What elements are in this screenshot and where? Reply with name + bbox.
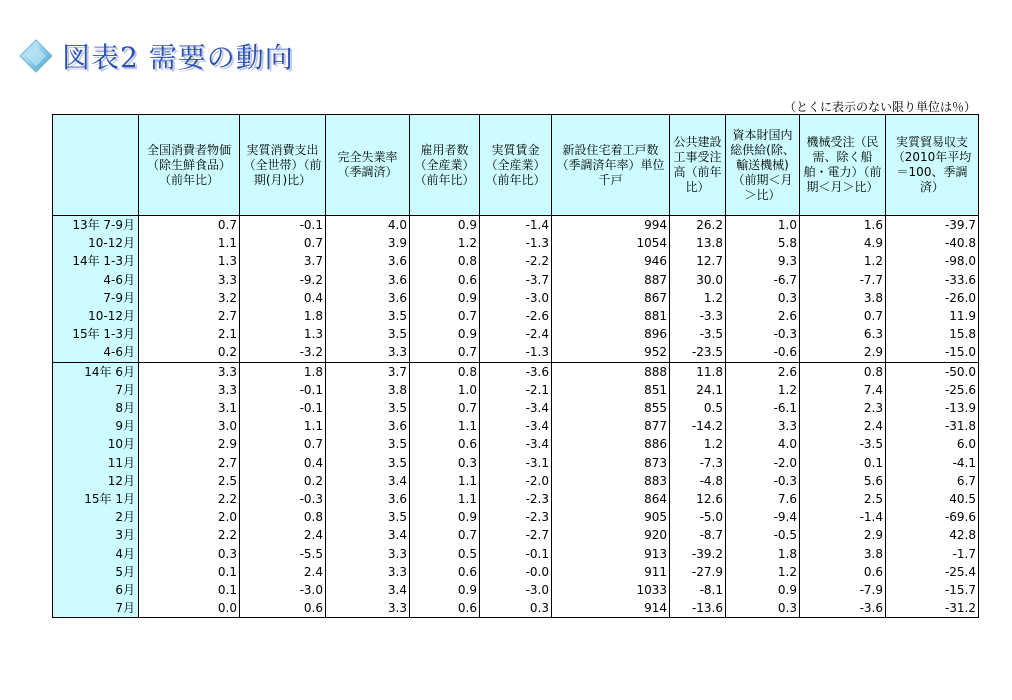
table-cell: 0.9 [410, 289, 480, 307]
table-cell: 1.6 [800, 216, 886, 235]
table-row [53, 599, 979, 618]
row-label: 11月 [53, 454, 139, 472]
table-cell: -2.3 [480, 490, 552, 508]
table-cell: -15.7 [886, 581, 979, 599]
table-cell: 3.3 [139, 381, 240, 399]
table-cell: 1.1 [410, 472, 480, 490]
row-label: 5月 [53, 563, 139, 581]
column-header: 実質貿易収支（2010年平均＝100、季調済） [886, 115, 979, 216]
table-cell: 1054 [552, 234, 670, 252]
column-header: 雇用者数（全産業）（前年比） [410, 115, 480, 216]
table-cell: 15.8 [886, 325, 979, 343]
table-cell: 946 [552, 252, 670, 270]
table-cell: 0.8 [800, 362, 886, 381]
row-label: 13年 7-9月 [53, 216, 139, 235]
table-cell: 0.4 [240, 454, 326, 472]
table-cell: -25.6 [886, 381, 979, 399]
table-cell: 5.6 [800, 472, 886, 490]
row-label: 8月 [53, 399, 139, 417]
table-cell: 3.4 [326, 581, 410, 599]
table-cell: 0.6 [800, 563, 886, 581]
row-label: 2月 [53, 508, 139, 526]
table-cell: -2.3 [480, 508, 552, 526]
table-cell: 3.3 [326, 599, 410, 618]
table-cell: 1.3 [240, 325, 326, 343]
table-cell: 883 [552, 472, 670, 490]
table-cell: 0.6 [410, 271, 480, 289]
table-cell: 3.8 [800, 545, 886, 563]
demand-table [52, 114, 979, 618]
table-cell: 3.0 [139, 417, 240, 435]
table-cell: 2.4 [800, 417, 886, 435]
table-cell: 30.0 [670, 271, 726, 289]
table-cell: 1033 [552, 581, 670, 599]
table-cell: 2.9 [800, 343, 886, 362]
table-cell: 913 [552, 545, 670, 563]
table-cell: 0.7 [410, 526, 480, 544]
table-cell: 0.7 [410, 343, 480, 362]
table-cell: 0.4 [240, 289, 326, 307]
table-row [53, 271, 979, 289]
table-cell: 886 [552, 435, 670, 453]
row-label: 14年 6月 [53, 362, 139, 381]
table-cell: 4.9 [800, 234, 886, 252]
table-cell: -2.0 [480, 472, 552, 490]
table-cell: 952 [552, 343, 670, 362]
table-cell: 7.4 [800, 381, 886, 399]
table-cell: 2.4 [240, 563, 326, 581]
table-cell: 3.5 [326, 454, 410, 472]
table-row [53, 399, 979, 417]
table-cell: 3.8 [800, 289, 886, 307]
table-cell: 3.5 [326, 508, 410, 526]
table-cell: -0.3 [726, 472, 800, 490]
table-cell: 1.3 [139, 252, 240, 270]
table-cell: -3.0 [480, 581, 552, 599]
table-cell: 994 [552, 216, 670, 235]
table-cell: 6.0 [886, 435, 979, 453]
table-cell: -5.5 [240, 545, 326, 563]
table-cell: -6.1 [726, 399, 800, 417]
table-cell: -0.0 [480, 563, 552, 581]
table-cell: 3.6 [326, 490, 410, 508]
table-cell: 851 [552, 381, 670, 399]
table-cell: 40.5 [886, 490, 979, 508]
table-cell: 6.7 [886, 472, 979, 490]
table-cell: 3.5 [326, 399, 410, 417]
row-label: 15年 1月 [53, 490, 139, 508]
table-cell: 0.2 [240, 472, 326, 490]
table-cell: -3.5 [800, 435, 886, 453]
table-cell: 888 [552, 362, 670, 381]
table-row [53, 325, 979, 343]
table-cell: 2.7 [139, 454, 240, 472]
table-cell: 12.7 [670, 252, 726, 270]
table-cell: 3.5 [326, 325, 410, 343]
table-cell: 2.2 [139, 526, 240, 544]
table-cell: 3.3 [326, 545, 410, 563]
table-cell: -33.6 [886, 271, 979, 289]
table-cell: 0.3 [139, 545, 240, 563]
table-cell: -0.3 [726, 325, 800, 343]
row-header-cell [53, 115, 139, 216]
table-row [53, 545, 979, 563]
table-cell: 0.1 [139, 581, 240, 599]
table-cell: 0.6 [410, 599, 480, 618]
table-cell: 4.0 [726, 435, 800, 453]
table-cell: 7.6 [726, 490, 800, 508]
table-cell: 2.4 [240, 526, 326, 544]
table-cell: 911 [552, 563, 670, 581]
table-cell: 0.3 [410, 454, 480, 472]
table-cell: 1.1 [139, 234, 240, 252]
table-cell: 3.3 [139, 362, 240, 381]
table-cell: -1.4 [800, 508, 886, 526]
table-cell: -4.1 [886, 454, 979, 472]
column-header: 実質賃金（全産業）（前年比） [480, 115, 552, 216]
table-cell: 0.0 [139, 599, 240, 618]
table-cell: -15.0 [886, 343, 979, 362]
table-cell: 1.2 [726, 381, 800, 399]
table-cell: 1.0 [726, 216, 800, 235]
table-cell: 4.0 [326, 216, 410, 235]
table-cell: -13.9 [886, 399, 979, 417]
table-cell: 0.7 [240, 234, 326, 252]
table-cell: 11.9 [886, 307, 979, 325]
column-header: 公共建設工事受注高（前年比） [670, 115, 726, 216]
table-cell: -39.7 [886, 216, 979, 235]
table-cell: 0.1 [139, 563, 240, 581]
table-cell: 1.1 [410, 490, 480, 508]
table-cell: 877 [552, 417, 670, 435]
table-cell: 864 [552, 490, 670, 508]
table-cell: 873 [552, 454, 670, 472]
table-cell: -31.2 [886, 599, 979, 618]
table-cell: 914 [552, 599, 670, 618]
row-label: 7月 [53, 381, 139, 399]
table-cell: 1.1 [240, 417, 326, 435]
table-cell: 3.2 [139, 289, 240, 307]
table-cell: 0.9 [726, 581, 800, 599]
table-cell: 0.8 [410, 362, 480, 381]
table-cell: 0.3 [726, 599, 800, 618]
table-cell: -2.1 [480, 381, 552, 399]
table-cell: 0.9 [410, 216, 480, 235]
title-area [18, 36, 294, 76]
table-cell: -0.1 [240, 381, 326, 399]
table-cell: 26.2 [670, 216, 726, 235]
table-cell: 896 [552, 325, 670, 343]
table-cell: -8.7 [670, 526, 726, 544]
table-cell: -1.3 [480, 234, 552, 252]
table-cell: -3.3 [670, 307, 726, 325]
table-cell: 1.8 [240, 307, 326, 325]
table-cell: -39.2 [670, 545, 726, 563]
table-cell: -6.7 [726, 271, 800, 289]
table-cell: 3.1 [139, 399, 240, 417]
table-cell: 0.2 [139, 343, 240, 362]
table-cell: 3.6 [326, 252, 410, 270]
table-cell: -0.1 [240, 216, 326, 235]
table-row [53, 289, 979, 307]
row-label: 10-12月 [53, 307, 139, 325]
table-cell: -3.4 [480, 417, 552, 435]
table-cell: -23.5 [670, 343, 726, 362]
table-cell: 0.9 [410, 508, 480, 526]
table-cell: -50.0 [886, 362, 979, 381]
table-cell: -13.6 [670, 599, 726, 618]
table-row [53, 234, 979, 252]
table-cell: 887 [552, 271, 670, 289]
table-cell: 24.1 [670, 381, 726, 399]
table-row [53, 508, 979, 526]
table-cell: -31.8 [886, 417, 979, 435]
table-row [53, 252, 979, 270]
table-cell: -27.9 [670, 563, 726, 581]
row-label: 7月 [53, 599, 139, 618]
table-cell: -3.0 [480, 289, 552, 307]
table-cell: 0.5 [670, 399, 726, 417]
table-cell: -0.3 [240, 490, 326, 508]
table-row [53, 307, 979, 325]
table-row [53, 526, 979, 544]
column-header: 機械受注（民需、除く船舶・電力）（前期＜月＞比） [800, 115, 886, 216]
table-cell: 2.0 [139, 508, 240, 526]
table-cell: -4.8 [670, 472, 726, 490]
table-cell: 2.6 [726, 307, 800, 325]
table-cell: 0.7 [139, 216, 240, 235]
column-header: 資本財国内総供給(除、輸送機械)（前期＜月＞比） [726, 115, 800, 216]
table-cell: -26.0 [886, 289, 979, 307]
column-header: 実質消費支出（全世帯）（前期(月)比） [240, 115, 326, 216]
table-cell: 1.2 [800, 252, 886, 270]
table-cell: -9.4 [726, 508, 800, 526]
unit-note: （とくに表示のない限り単位は％） [783, 100, 976, 114]
table-cell: 905 [552, 508, 670, 526]
table-cell: -3.6 [800, 599, 886, 618]
table-cell: -7.7 [800, 271, 886, 289]
table-row [53, 454, 979, 472]
row-label: 4-6月 [53, 343, 139, 362]
table-cell: 0.7 [800, 307, 886, 325]
table-cell: -3.0 [240, 581, 326, 599]
header-row [53, 115, 979, 216]
table-cell: -1.4 [480, 216, 552, 235]
table-row [53, 381, 979, 399]
row-label: 9月 [53, 417, 139, 435]
table-row [53, 216, 979, 235]
table-cell: 6.3 [800, 325, 886, 343]
table-cell: 13.8 [670, 234, 726, 252]
table-cell: -5.0 [670, 508, 726, 526]
table-body [53, 216, 979, 618]
table-cell: 2.9 [139, 435, 240, 453]
table-cell: 3.3 [326, 343, 410, 362]
table-cell: -7.3 [670, 454, 726, 472]
table-cell: 1.2 [670, 435, 726, 453]
table-cell: -9.2 [240, 271, 326, 289]
table-cell: 3.7 [240, 252, 326, 270]
table-row [53, 490, 979, 508]
table-cell: -40.8 [886, 234, 979, 252]
row-label: 15年 1-3月 [53, 325, 139, 343]
table-cell: -2.6 [480, 307, 552, 325]
table-cell: 3.8 [326, 381, 410, 399]
table-cell: 881 [552, 307, 670, 325]
table-cell: -2.2 [480, 252, 552, 270]
table-cell: 0.7 [410, 399, 480, 417]
row-label: 10-12月 [53, 234, 139, 252]
table-cell: -14.2 [670, 417, 726, 435]
page-title: 図表2 需要の動向 [62, 41, 294, 74]
row-label: 14年 1-3月 [53, 252, 139, 270]
table-cell: 3.3 [326, 563, 410, 581]
table-cell: -2.0 [726, 454, 800, 472]
table-row [53, 362, 979, 381]
row-label: 4月 [53, 545, 139, 563]
table-cell: 2.1 [139, 325, 240, 343]
table-cell: 0.7 [240, 435, 326, 453]
table-row [53, 435, 979, 453]
table-cell: 3.5 [326, 435, 410, 453]
table-cell: -1.7 [886, 545, 979, 563]
table-cell: -3.5 [670, 325, 726, 343]
column-header: 新設住宅着工戸数（季調済年率）単位 千戸 [552, 115, 670, 216]
table-cell: 12.6 [670, 490, 726, 508]
table-cell: 2.3 [800, 399, 886, 417]
table-cell: 42.8 [886, 526, 979, 544]
table-cell: 920 [552, 526, 670, 544]
table-cell: 3.9 [326, 234, 410, 252]
table-cell: 1.2 [410, 234, 480, 252]
table-cell: 2.7 [139, 307, 240, 325]
table-cell: -3.4 [480, 435, 552, 453]
row-label: 10月 [53, 435, 139, 453]
table-cell: -8.1 [670, 581, 726, 599]
table-cell: 0.9 [410, 325, 480, 343]
row-label: 4-6月 [53, 271, 139, 289]
table-cell: 3.6 [326, 289, 410, 307]
table-cell: -1.3 [480, 343, 552, 362]
column-header: 完全失業率（季調済） [326, 115, 410, 216]
table-cell: -3.6 [480, 362, 552, 381]
table-cell: 11.8 [670, 362, 726, 381]
table-cell: 3.3 [139, 271, 240, 289]
table-cell: 3.6 [326, 417, 410, 435]
table-row [53, 581, 979, 599]
table-row [53, 417, 979, 435]
table-cell: 1.8 [726, 545, 800, 563]
table-cell: -3.2 [240, 343, 326, 362]
row-label: 12月 [53, 472, 139, 490]
table-cell: 1.2 [726, 563, 800, 581]
table-cell: 3.5 [326, 307, 410, 325]
table-cell: -2.7 [480, 526, 552, 544]
table-cell: 867 [552, 289, 670, 307]
row-label: 6月 [53, 581, 139, 599]
table-cell: -0.1 [240, 399, 326, 417]
table-cell: 855 [552, 399, 670, 417]
table-cell: 1.2 [670, 289, 726, 307]
table-row [53, 343, 979, 362]
table-cell: 1.0 [410, 381, 480, 399]
table-cell: 0.6 [410, 435, 480, 453]
table-row [53, 472, 979, 490]
table-row [53, 563, 979, 581]
table-cell: 0.8 [410, 252, 480, 270]
table-cell: -0.1 [480, 545, 552, 563]
table-cell: 1.1 [410, 417, 480, 435]
table-cell: 0.3 [480, 599, 552, 618]
table-cell: 1.8 [240, 362, 326, 381]
table-cell: -3.1 [480, 454, 552, 472]
table-cell: 0.6 [410, 563, 480, 581]
table-cell: -7.9 [800, 581, 886, 599]
table-cell: 5.8 [726, 234, 800, 252]
table-cell: 3.6 [326, 271, 410, 289]
table-cell: -3.4 [480, 399, 552, 417]
table-cell: -0.6 [726, 343, 800, 362]
table-cell: 0.6 [240, 599, 326, 618]
table-cell: -3.7 [480, 271, 552, 289]
table-cell: 2.2 [139, 490, 240, 508]
table-cell: 3.3 [726, 417, 800, 435]
table-cell: 0.3 [726, 289, 800, 307]
table-cell: -2.4 [480, 325, 552, 343]
table-cell: 2.9 [800, 526, 886, 544]
table-cell: 0.5 [410, 545, 480, 563]
row-label: 7-9月 [53, 289, 139, 307]
table-cell: 3.7 [326, 362, 410, 381]
table-cell: 0.9 [410, 581, 480, 599]
column-header: 全国消費者物価（除生鮮食品）（前年比） [139, 115, 240, 216]
table-cell: -25.4 [886, 563, 979, 581]
table-cell: 3.4 [326, 526, 410, 544]
table-cell: 0.1 [800, 454, 886, 472]
table-cell: -98.0 [886, 252, 979, 270]
diamond-icon [18, 38, 54, 74]
table-cell: 0.7 [410, 307, 480, 325]
table-cell: -69.6 [886, 508, 979, 526]
table-cell: 2.5 [800, 490, 886, 508]
table-cell: 3.4 [326, 472, 410, 490]
table-cell: 2.6 [726, 362, 800, 381]
row-label: 3月 [53, 526, 139, 544]
table-cell: 9.3 [726, 252, 800, 270]
table-cell: -0.5 [726, 526, 800, 544]
table-cell: 0.8 [240, 508, 326, 526]
table-cell: 2.5 [139, 472, 240, 490]
